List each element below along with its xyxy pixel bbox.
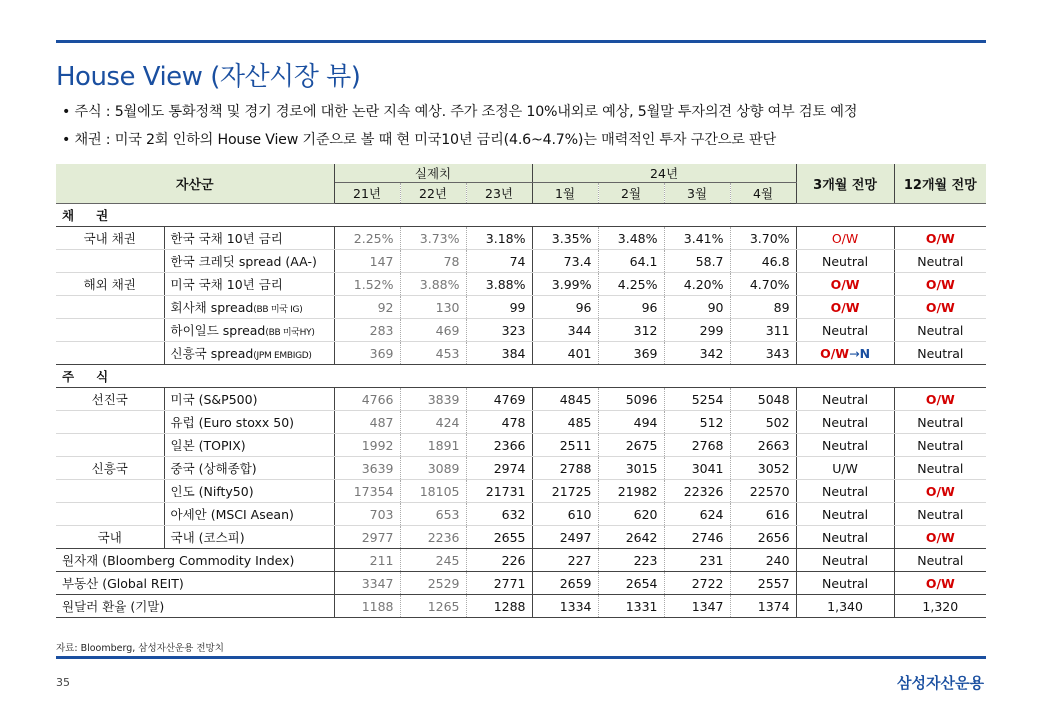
row-value: 3.99% [532, 273, 598, 296]
row-value: 2236 [400, 526, 466, 549]
row-value: 494 [598, 411, 664, 434]
header-year24: 24년 [532, 164, 796, 183]
row-value: 369 [334, 342, 400, 365]
row-outlook-12m: O/W [894, 572, 986, 595]
row-value: 384 [466, 342, 532, 365]
row-value: 22570 [730, 480, 796, 503]
row-value: 502 [730, 411, 796, 434]
table-row [56, 342, 986, 365]
row-region [56, 411, 164, 434]
row-region: 국내 [56, 526, 164, 549]
row-value: 211 [334, 549, 400, 572]
row-value: 424 [400, 411, 466, 434]
row-value: 223 [598, 549, 664, 572]
row-asset-name: 하이일드 spread [170, 323, 266, 338]
row-region [56, 250, 164, 273]
row-outlook-12m: Neutral [894, 250, 986, 273]
row-outlook-12m: Neutral [894, 342, 986, 365]
row-asset: 일본 (TOPIX) [164, 434, 334, 457]
table-row [56, 250, 986, 273]
table-row [56, 319, 986, 342]
row-outlook-3m: Neutral [796, 503, 894, 526]
row-value: 616 [730, 503, 796, 526]
source-note: 자료: Bloomberg, 삼성자산운용 전망치 [56, 643, 224, 654]
header-actual: 실제치 [334, 164, 532, 183]
row-value: 3.41% [664, 227, 730, 250]
brand-logo: 삼성자산운용 [897, 674, 984, 692]
row-value: 487 [334, 411, 400, 434]
row-asset: 한국 국채 10년 금리 [164, 227, 334, 250]
outlook-to: N [859, 345, 871, 361]
row-outlook-12m: Neutral [894, 503, 986, 526]
row-outlook-3m: Neutral [796, 250, 894, 273]
row-value: 3.88% [400, 273, 466, 296]
row-outlook-12m: Neutral [894, 411, 986, 434]
row-value: 2557 [730, 572, 796, 595]
row-asset: 국내 (코스피) [164, 526, 334, 549]
row-value: 1374 [730, 595, 796, 618]
row-outlook-12m: Neutral [894, 457, 986, 480]
row-asset: 아세안 (MSCI Asean) [164, 503, 334, 526]
row-region [56, 503, 164, 526]
page-title: House View (자산시장 뷰) [56, 62, 361, 92]
row-value: 3.48% [598, 227, 664, 250]
row-value: 3.18% [466, 227, 532, 250]
row-value: 2655 [466, 526, 532, 549]
row-value: 620 [598, 503, 664, 526]
row-value: 3.73% [400, 227, 466, 250]
row-asset: 인도 (Nifty50) [164, 480, 334, 503]
row-region: 선진국 [56, 388, 164, 411]
table-row [56, 503, 986, 526]
header-year: 22년 [400, 183, 466, 204]
table-row [56, 595, 986, 618]
row-value: 2675 [598, 434, 664, 457]
row-region [56, 434, 164, 457]
row-value: 22326 [664, 480, 730, 503]
row-value: 96 [598, 296, 664, 319]
row-region [56, 342, 164, 365]
row-value: 312 [598, 319, 664, 342]
row-outlook-3m: Neutral [796, 549, 894, 572]
row-value: 2771 [466, 572, 532, 595]
row-outlook-12m: Neutral [894, 549, 986, 572]
row-value: 469 [400, 319, 466, 342]
row-region [56, 296, 164, 319]
row-value: 2654 [598, 572, 664, 595]
row-value: 4845 [532, 388, 598, 411]
row-asset-sub: (BB 미국HY) [265, 328, 315, 338]
row-outlook-3m: Neutral [796, 434, 894, 457]
row-asset: 원달러 환율 (기말) [56, 595, 334, 618]
header-outlook-12m: 12개월 전망 [894, 164, 986, 204]
row-value: 227 [532, 549, 598, 572]
row-outlook-12m: O/W [894, 296, 986, 319]
row-asset: 중국 (상해종합) [164, 457, 334, 480]
row-value: 512 [664, 411, 730, 434]
row-outlook-12m: Neutral [894, 319, 986, 342]
section-bonds: 채권 [56, 204, 986, 227]
row-value: 610 [532, 503, 598, 526]
row-value: 485 [532, 411, 598, 434]
table-row [56, 480, 986, 503]
header-year: 21년 [334, 183, 400, 204]
header-month: 3월 [664, 183, 730, 204]
row-value: 231 [664, 549, 730, 572]
row-outlook-12m: O/W [894, 480, 986, 503]
row-value: 342 [664, 342, 730, 365]
row-value: 3015 [598, 457, 664, 480]
row-value: 1992 [334, 434, 400, 457]
row-value: 73.4 [532, 250, 598, 273]
arrow-right-icon: → [849, 345, 860, 361]
row-value: 78 [400, 250, 466, 273]
table-row [56, 549, 986, 572]
row-value: 2974 [466, 457, 532, 480]
table-row [56, 411, 986, 434]
row-value: 369 [598, 342, 664, 365]
row-outlook-12m: Neutral [894, 434, 986, 457]
row-value: 2746 [664, 526, 730, 549]
row-region [56, 480, 164, 503]
row-asset-sub: (JPM EMBIGD) [253, 351, 312, 361]
table-row [56, 227, 986, 250]
row-value: 2722 [664, 572, 730, 595]
outlook-from: O/W [820, 345, 850, 361]
row-value: 5254 [664, 388, 730, 411]
row-value: 2768 [664, 434, 730, 457]
row-value: 1331 [598, 595, 664, 618]
header-month: 4월 [730, 183, 796, 204]
house-view-table [56, 164, 986, 618]
row-value: 1288 [466, 595, 532, 618]
row-value: 2656 [730, 526, 796, 549]
summary-bullets [62, 101, 992, 157]
row-outlook-3m: Neutral [796, 411, 894, 434]
row-asset-name: 회사채 spread [170, 300, 254, 315]
row-asset-name: 신흥국 spread [170, 346, 254, 361]
row-outlook-3m: Neutral [796, 319, 894, 342]
bullet-bonds: • 채권 : 미국 2회 인하의 House View 기준으로 볼 때 현 미국10년 금리(4.6~4.7%)는 매력적인 투자 구간으로 판단 [62, 132, 777, 148]
row-value: 343 [730, 342, 796, 365]
row-value: 3347 [334, 572, 400, 595]
row-value: 1.52% [334, 273, 400, 296]
row-value: 1334 [532, 595, 598, 618]
page-number: 35 [56, 676, 70, 689]
row-asset: 미국 (S&P500) [164, 388, 334, 411]
row-value: 21982 [598, 480, 664, 503]
row-outlook-12m: O/W [894, 273, 986, 296]
row-value: 632 [466, 503, 532, 526]
row-outlook-3m: O/W [796, 296, 894, 319]
header-outlook-3m: 3개월 전망 [796, 164, 894, 204]
row-asset: 원자재 (Bloomberg Commodity Index) [56, 549, 334, 572]
row-value: 130 [400, 296, 466, 319]
header-month: 2월 [598, 183, 664, 204]
row-value: 653 [400, 503, 466, 526]
row-outlook-12m: O/W [894, 388, 986, 411]
row-value: 74 [466, 250, 532, 273]
row-outlook-3m: U/W [796, 457, 894, 480]
row-value: 2977 [334, 526, 400, 549]
table-row [56, 572, 986, 595]
row-value: 4766 [334, 388, 400, 411]
row-outlook-3m [796, 342, 894, 365]
row-value: 2366 [466, 434, 532, 457]
row-asset-sub: (BB 미국 IG) [253, 305, 303, 315]
row-value: 1891 [400, 434, 466, 457]
row-value: 4769 [466, 388, 532, 411]
row-value: 2497 [532, 526, 598, 549]
row-value: 401 [532, 342, 598, 365]
row-value: 92 [334, 296, 400, 319]
row-value: 3.35% [532, 227, 598, 250]
row-value: 46.8 [730, 250, 796, 273]
row-value: 1347 [664, 595, 730, 618]
section-equities: 주식 [56, 365, 986, 388]
row-value: 2.25% [334, 227, 400, 250]
row-value: 5096 [598, 388, 664, 411]
row-value: 3089 [400, 457, 466, 480]
row-outlook-3m: Neutral [796, 526, 894, 549]
row-value: 226 [466, 549, 532, 572]
header-asset-class: 자산군 [56, 164, 334, 204]
row-value: 323 [466, 319, 532, 342]
row-outlook-3m: 1,340 [796, 595, 894, 618]
row-value: 96 [532, 296, 598, 319]
row-outlook-12m: O/W [894, 227, 986, 250]
row-value: 344 [532, 319, 598, 342]
row-value: 2788 [532, 457, 598, 480]
row-value: 2511 [532, 434, 598, 457]
row-asset [164, 296, 334, 319]
row-value: 2663 [730, 434, 796, 457]
row-value: 4.25% [598, 273, 664, 296]
bottom-rule [56, 656, 986, 659]
row-value: 311 [730, 319, 796, 342]
row-value: 3.70% [730, 227, 796, 250]
row-value: 90 [664, 296, 730, 319]
row-asset [164, 342, 334, 365]
header-year: 23년 [466, 183, 532, 204]
row-value: 4.70% [730, 273, 796, 296]
row-region [56, 319, 164, 342]
row-value: 17354 [334, 480, 400, 503]
row-value: 4.20% [664, 273, 730, 296]
row-value: 3.88% [466, 273, 532, 296]
row-value: 147 [334, 250, 400, 273]
table-row [56, 434, 986, 457]
row-value: 453 [400, 342, 466, 365]
row-value: 3639 [334, 457, 400, 480]
row-value: 240 [730, 549, 796, 572]
row-value: 2659 [532, 572, 598, 595]
row-outlook-12m: O/W [894, 526, 986, 549]
row-value: 1265 [400, 595, 466, 618]
row-value: 21731 [466, 480, 532, 503]
row-value: 245 [400, 549, 466, 572]
row-outlook-3m: O/W [796, 273, 894, 296]
row-region: 신흥국 [56, 457, 164, 480]
row-value: 478 [466, 411, 532, 434]
row-region: 해외 채권 [56, 273, 164, 296]
row-value: 1188 [334, 595, 400, 618]
row-asset: 한국 크레딧 spread (AA-) [164, 250, 334, 273]
row-value: 3041 [664, 457, 730, 480]
table-row [56, 388, 986, 411]
row-value: 5048 [730, 388, 796, 411]
row-value: 18105 [400, 480, 466, 503]
table-row [56, 526, 986, 549]
row-value: 299 [664, 319, 730, 342]
table-row [56, 296, 986, 319]
row-outlook-3m: Neutral [796, 572, 894, 595]
table-row [56, 457, 986, 480]
row-value: 2529 [400, 572, 466, 595]
row-region: 국내 채권 [56, 227, 164, 250]
row-value: 99 [466, 296, 532, 319]
row-value: 624 [664, 503, 730, 526]
row-outlook-3m: O/W [796, 227, 894, 250]
top-rule [56, 40, 986, 43]
row-value: 64.1 [598, 250, 664, 273]
row-asset [164, 319, 334, 342]
row-outlook-3m: Neutral [796, 388, 894, 411]
row-value: 283 [334, 319, 400, 342]
row-value: 3839 [400, 388, 466, 411]
row-asset: 미국 국채 10년 금리 [164, 273, 334, 296]
row-value: 3052 [730, 457, 796, 480]
table-row [56, 273, 986, 296]
row-outlook-12m: 1,320 [894, 595, 986, 618]
row-asset: 유럽 (Euro stoxx 50) [164, 411, 334, 434]
row-value: 2642 [598, 526, 664, 549]
row-outlook-3m: Neutral [796, 480, 894, 503]
row-value: 89 [730, 296, 796, 319]
header-month: 1월 [532, 183, 598, 204]
row-value: 703 [334, 503, 400, 526]
row-value: 58.7 [664, 250, 730, 273]
bullet-equities: • 주식 : 5월에도 통화정책 및 경기 경로에 대한 논란 지속 예상. 주가 조정은 10%내외로 예상, 5월말 투자의견 상향 여부 검토 예정 [62, 104, 858, 120]
row-asset: 부동산 (Global REIT) [56, 572, 334, 595]
row-value: 21725 [532, 480, 598, 503]
